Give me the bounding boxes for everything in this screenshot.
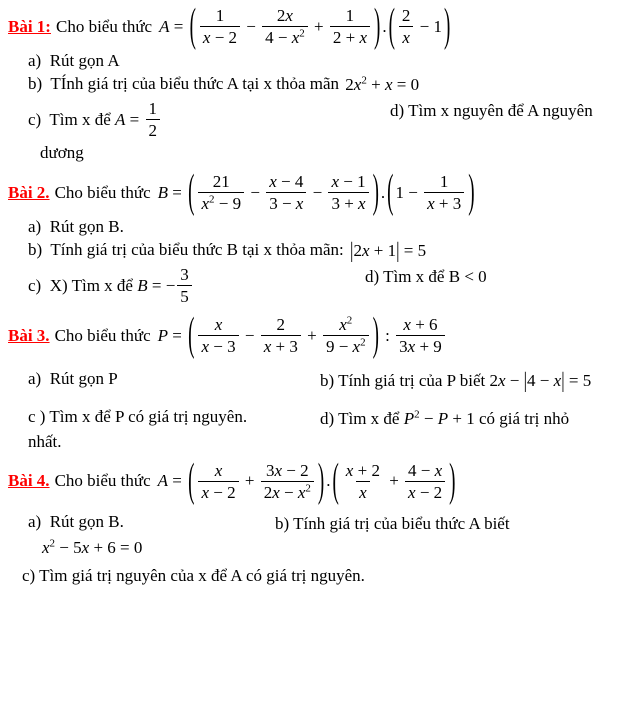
- exercise-1-part-c-equation: A = $\frac{1}{2}$: [115, 99, 162, 140]
- exercise-2-part-c: [8, 265, 365, 306]
- exercise-2-part-b: [8, 238, 618, 264]
- exercise-2-intro: Cho biểu thức: [54, 182, 151, 202]
- exercise-1-part-b: [8, 74, 618, 95]
- exercise-3-part-c: c ) Tìm x để P có giá trị nguyên.: [28, 406, 248, 426]
- exercise-2-formula: B = ( $\frac{21}{x^2 - 9}$ − $\frac{x - 4}{3 - x}$ − $\frac{x - 1}{3 + x}$ ) . ( 1 − $\frac{1}{x + 3}$ ): [157, 167, 475, 219]
- exercise-1-part-d-continuation: dương: [40, 143, 84, 163]
- exercise-4: [8, 455, 618, 586]
- exercise-3-intro: Cho biểu thức: [54, 325, 151, 345]
- exercise-2: [8, 167, 618, 307]
- exercise-3-heading: [8, 310, 618, 362]
- exercise-4-formula: A = ( $\frac{x}{x - 2}$ + $\frac{3x - 2}{2x - x^2}$ ) . ( $\frac{x + 2}{x}$ + $\frac{4 - x}{x - 2}$ ): [157, 455, 456, 507]
- exercise-1-part-d: d) Tìm x nguyên để A nguyên: [390, 101, 593, 121]
- exercise-1-part-a: a) Rút gọn A: [28, 51, 120, 71]
- exercise-3-part-d-equation: $P^2 - P + 1$: [403, 407, 475, 428]
- exercise-3-part-b-equation: 2x − |4 − x| = 5: [489, 367, 592, 393]
- exercise-2-label: Bài 2.: [8, 182, 50, 202]
- exercise-3: [8, 310, 618, 451]
- exercise-4-part-b-equation-line: [8, 537, 618, 558]
- exercise-3-part-d-tail: có giá trị nhỏ: [474, 408, 570, 428]
- exercise-2-part-a: a) Rút gọn B.: [28, 217, 124, 237]
- exercise-1-intro: Cho biểu thức: [55, 16, 153, 36]
- exercise-3-part-b: [320, 369, 591, 391]
- exercise-1-part-b-equation: $2x^2 + x = 0$: [345, 74, 420, 95]
- exercise-2-parts-cd: [8, 265, 618, 306]
- exercise-3-part-d-text: d) Tìm x để: [320, 408, 404, 428]
- exercise-2-part-b-text: b) Tính giá trị của biểu thức B tại x thỏa mãn:: [28, 240, 349, 260]
- exercise-4-label: Bài 4.: [8, 471, 50, 491]
- exercise-2-heading: [8, 167, 618, 219]
- exercise-1-part-c-text: c) Tìm x để: [28, 109, 116, 129]
- exercise-3-parts-cd: [8, 407, 618, 429]
- exercise-1: [8, 0, 618, 163]
- exercise-3-label: Bài 3.: [8, 325, 50, 345]
- exercise-3-parts-ab: [8, 369, 618, 391]
- exercise-2-part-c-text: c) X) Tìm x để: [28, 275, 138, 295]
- exercise-4-part-a: a) Rút gọn B.: [28, 511, 124, 531]
- exercise-2-part-b-equation: |2x + 1| = 5: [350, 238, 427, 264]
- exercise-1-part-c: [8, 99, 390, 140]
- exercise-1-parts-cd: [8, 99, 618, 140]
- exercise-1-part-b-text: b) TÍnh giá trị của biểu thức A tại x thỏa mãn: [28, 74, 344, 94]
- exercise-4-part-c: c) Tìm giá trị nguyên của x để A có giá trị nguyên.: [22, 565, 365, 585]
- exercise-3-part-a: a) Rút gọn P: [28, 368, 118, 388]
- exercise-2-part-d: d) Tìm x để B < 0: [365, 267, 487, 287]
- exercise-3-formula: P = ( $\frac{x}{x - 3}$ − $\frac{2}{x + 3}$ + $\frac{x^2}{9 - x^2}$ ) : $\frac{x + 6}{3x + 9}$: [158, 315, 447, 356]
- exercise-2-part-c-equation: B = − $\frac{3}{5}$: [137, 265, 194, 306]
- exercise-4-parts-ab: [8, 512, 618, 534]
- exercise-4-part-b: b) Tính giá trị của biểu thức A biết: [275, 513, 510, 533]
- exercise-1-formula: A = ( $\frac{1}{x - 2}$ − $\frac{2x}{4 - x^2}$ + $\frac{1}{2 + x}$ ) . ( $\frac{2}{x}$ − 1 ): [159, 0, 451, 53]
- exercise-4-heading: [8, 455, 618, 507]
- exercise-3-part-d: [320, 407, 569, 429]
- exercise-3-part-d-continuation: nhất.: [28, 431, 62, 451]
- exercise-3-part-b-text: b) Tính giá trị của P biết: [320, 370, 490, 390]
- exercise-4-intro: Cho biểu thức: [54, 471, 151, 491]
- exercise-1-label: Bài 1:: [8, 16, 51, 36]
- exercise-1-heading: [8, 0, 618, 53]
- exercise-4-part-b-equation: $x^2 - 5x + 6 = 0$: [42, 537, 143, 557]
